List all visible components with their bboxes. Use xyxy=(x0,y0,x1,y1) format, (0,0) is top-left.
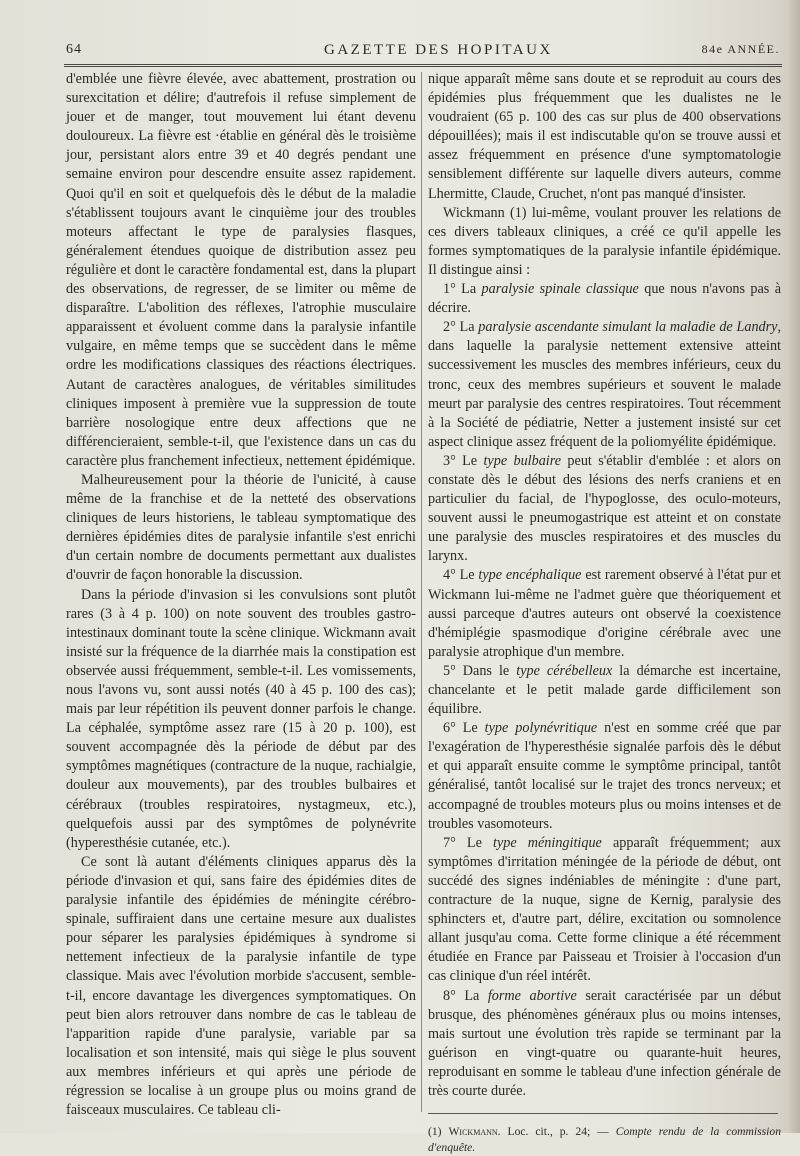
footnote: (1) Wickmann. Loc. cit., p. 24; — Compte rendu de la commission d'enquête. xyxy=(428,1125,781,1155)
left-column xyxy=(66,70,416,1120)
header-rule xyxy=(64,64,782,67)
paragraph: 2° La paralysie ascendante simulant la maladie de Landry, dans laquelle la paralysie nettement extensive atteint successivement les muscles des membres inférieurs, ceux du tronc, ceux des membres supérieurs et souvent le malade meurt par paralysie des centres respiratoires. Tout récemment à la Société de pédiatrie, Netter a justement insisté sur cet aspect clinique assez fréquent de la poliomyélite épidémique. xyxy=(428,319,782,450)
journal-title: GAZETTE DES HOPITAUX xyxy=(324,42,553,58)
paragraph: Ce sont là autant d'éléments cliniques apparus dès la période d'invasion et qui, sans faire des épidémies dites de paralysie infantile des épidémies de méningite cérébro-spinale, suffiraient dans une certaine mesure aux dualistes pour séparer les paralysies épidémiques à syndrome si nettement infectieux de la paralysie infantile de type classique. Mais avec l'évolution morbide s'accusent, semble-t-il, encore davantage les divergences symptomatiques. On peut bien alors retrouver dans nombre de cas le tableau de l'apparition rapide d'une paralysie, variable par sa localisation et son intensité, mais qui siège le plus souvent aux membres inférieurs et qui après une période de régression se localise à un groupe plus ou moins grand de faisceaux musculaires. Ce tableau cli- xyxy=(66,853,416,1119)
right-column xyxy=(428,70,781,1156)
paragraph: Malheureusement pour la théorie de l'unicité, à cause même de la franchise et de la netteté des observations cliniques de leurs historiens, le tableau symptomatique des dernières épidémies dites de paralysie infantile s'est enrichi d'un certain nombre de documents permettant aux dualistes d'ouvrir de façon honorable la discussion. xyxy=(66,471,416,584)
paragraph: 4° Le type encéphalique est rarement observé à l'état pur et Wickmann lui-même ne l'admet guère que théoriquement et aussi parceque d'autres auteurs ont observé la coexistence d'hémiplégie spasmodique d'origine cérébrale avec une paralysie atrophique d'un membre. xyxy=(428,567,781,660)
year-label: 84e ANNÉE. xyxy=(701,42,780,56)
paragraph: d'emblée une fièvre élevée, avec abattement, prostration ou surexcitation et délire; d'autrefois il refuse simplement de jouer et de manger, tout mouvement lui étant devenu douloureux. La fièvre est ·établie en général dès le troisième jour, persistant alors entre 39 et 40 degrés pendant une semaine environ pour descendre ensuite assez rapidement. Quoi qu'il en soit et quelquefois dès le début de la maladie s'établissent toujours avant le cinquième jour des troubles moteurs affectant le type de paralysies flasques, généralement étendues quoique de distribution assez peu régulière et dont le caractère fondamental est, dans la plupart des observations, de regresser, de se limiter ou même de disparaître. L'abolition des réflexes, l'atrophie musculaire apparaissent et évoluent comme dans la paralysie infantile vulgaire, en même temps que se succèdent dans le même ordre les modifications classiques des réactions électriques. Autant de caractères analogues, de véritables similitudes cliniques imposent à première vue la suppression de toute barrière nosologique entre deux affections que ne différencieraient, semble-t-il, que l'existence dans un cas du caractère plus franchement infectieux, nettement épidémique. xyxy=(66,71,416,469)
paragraph: Dans la période d'invasion si les convulsions sont plutôt rares (3 à 4 p. 100) on note souvent des troubles gastro-intestinaux dominant toute la scène clinique. Wickmann avait insisté sur la fréquence de la diarrhée mais la constipation est observée aussi fréquemment, semble-t-il. Les vomissements, nous l'avons vu, sont aussi notés (40 à 45 p. 100 des cas); mais par leur répétition ils peuvent donner parfois le change. La céphalée, symptôme assez rare (15 à 20 p. 100), est souvent accompagnée dès la période de début par des symptômes magnétiques (contracture de la nuque, rachialgie, douleur aux mouvements), par des troubles bulbaires et cérébraux (troubles respiratoires, nystagmeux, etc.), quelquefois aussi par des symptômes de polynévrite (hyperesthésie cutanée, etc.). xyxy=(66,586,416,851)
running-header xyxy=(66,42,782,64)
footnote-rule xyxy=(428,1113,778,1114)
column-divider xyxy=(421,72,422,1112)
paragraph: 6° Le type polynévritique n'est en somme créé que par l'exagération de l'hyperesthésie signalée parfois dès le début et qui apparaît ensuite comme le symptôme principal, tantôt généralisé, tantôt localisé sur le trajet des troncs nerveux; et accompagné de troubles moteurs plus ou moins intenses et de troubles vasomoteurs. xyxy=(428,720,782,832)
page-number: 64 xyxy=(66,42,82,57)
paragraph: 8° La forme abortive serait caractérisée par un début brusque, des phénomènes généraux plus ou moins intenses, mais surtout une évolution très rapide se terminant par la guérison en vingt-quatre ou quarante-huit heures, reproduisant en somme le tableau d'une infection générale de très courte durée. xyxy=(428,987,782,1099)
paragraph: Wickmann (1) lui-même, voulant prouver les relations de ces divers tableaux cliniques, a créé ce qu'il appelle les formes symptomatiques de la paralysie infantile épidémique. Il distingue ainsi : xyxy=(428,204,781,278)
paragraph: 5° Dans le type cérébelleux la démarche est incertaine, chancelante et le petit malade garde difficilement son équilibre. xyxy=(428,662,781,718)
paragraph: nique apparaît même sans doute et se reproduit au cours des épidémies plus fréquemment que les dualistes ne le voudraient (65 p. 100 des cas sur plus de 400 observations dépouillées); mais il est indiscutable qu'on se trouve aussi et assez fréquemment en présence d'une symptomatologie sensiblement différente sur laquelle divers auteurs, comme Lhermitte, Claude, Cruchet, n'ont pas manqué d'insister. xyxy=(428,71,781,202)
paragraph: 3° Le type bulbaire peut s'établir d'emblée : et alors on constate dès le début des lésions des nerfs craniens et en particulier du facial, de l'hypoglosse, des oculo-moteurs, souvent aussi le pneumogastrique est atteint et on constate une paralysie des muscles respiratoires et des muscles du larynx. xyxy=(428,452,781,565)
paragraph: 1° La paralysie spinale classique que nous n'avons pas à décrire. xyxy=(428,281,782,317)
paragraph: 7° Le type méningitique apparaît fréquemment; aux symptômes d'irritation méningée de la période de début, ont succédé des signes indéniables de méningite : d'une part, contracture de la nuque, signe de Kernig, paralysie des sphincters et, d'autre part, délire, excitation ou somnolence allant jusqu'au coma. Cette forme clinique a été récemment étudiée en France par Paisseau et Troisier à l'occasion d'un cas clinique d'un réel intérêt. xyxy=(428,834,781,985)
page-edge xyxy=(786,0,800,1133)
